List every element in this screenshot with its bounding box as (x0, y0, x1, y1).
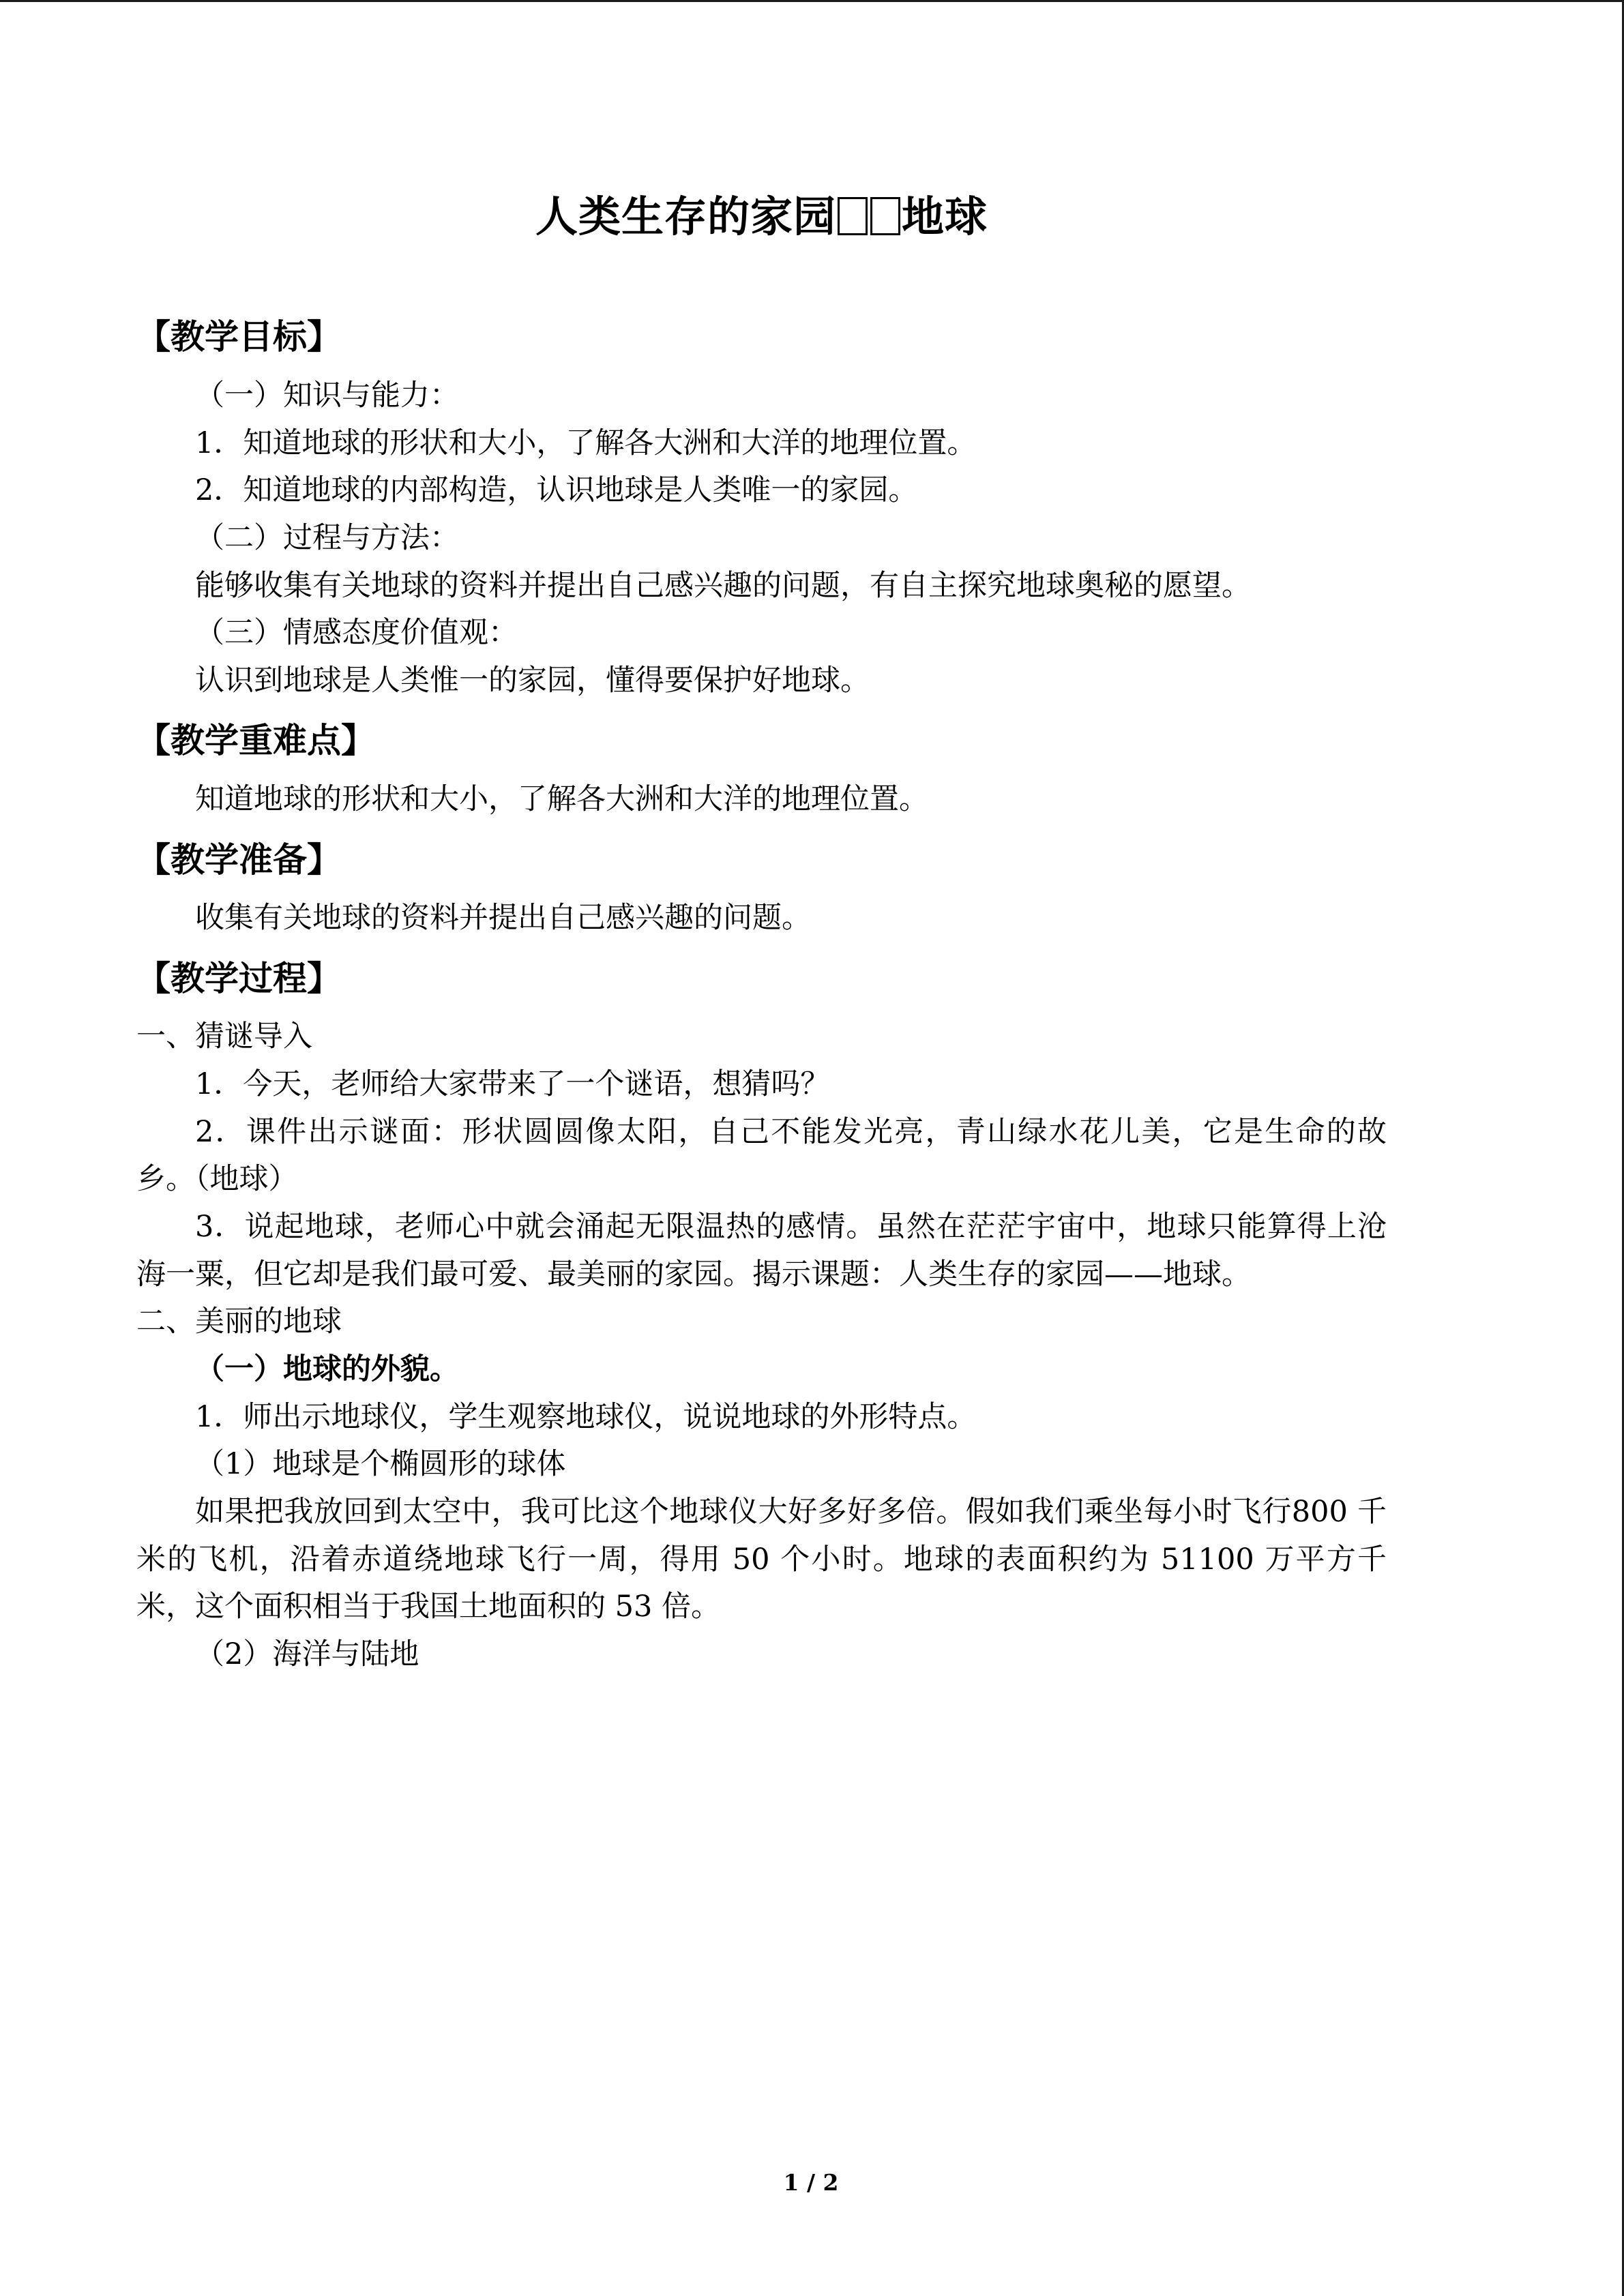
section-heading-preparation: 【教学准备】 (136, 839, 341, 880)
goal-values-text: 认识到地球是人类惟一的家园，懂得要保护好地球。 (195, 663, 870, 698)
process-part-one-title: 一、猜谜导入 (136, 1019, 312, 1054)
page-footer (0, 2169, 1622, 2196)
section-heading-key-difficulties: 【教学重难点】 (136, 721, 375, 761)
process-appearance-item-1: 1．师出示地球仪，学生观察地球仪，说说地球的外形特点。 (195, 1399, 977, 1434)
preparation-text: 收集有关地球的资料并提出自己感兴趣的问题。 (195, 901, 811, 936)
page-number: 1 / 2 (783, 2169, 839, 2196)
section-heading-teaching-goals: 【教学目标】 (136, 317, 341, 357)
process-item-3: 3．说起地球，老师心中就会涌起无限温热的感情。虽然在茫茫宇宙中，地球只能算得上沧海一粟，但它却是我们最可爱、最美丽的家园。揭示课题：人类生存的家园——地球。 (136, 1209, 1387, 1292)
missing-glyph-box-icon (870, 197, 900, 235)
process-appearance-detail: 如果把我放回到太空中，我可比这个地球仪大好多好多倍。假如我们乘坐每小时飞行800 千米的飞机，沿着赤道绕地球飞行一周，得用 50 个小时。地球的表面积约为 51100 万平方千米，这个面积相当于我国土地面积的 53 倍。 (136, 1494, 1387, 1624)
process-part-two-title: 二、美丽的地球 (136, 1304, 342, 1339)
process-appearance-point-1: （1）地球是个椭圆形的球体 (195, 1447, 566, 1482)
goal-item-1: 1．知道地球的形状和大小，了解各大洲和大洋的地理位置。 (195, 426, 977, 460)
goal-item-2: 2．知道地球的内部构造，认识地球是人类唯一的家园。 (195, 473, 918, 508)
missing-glyph-box-icon (838, 197, 868, 235)
goal-process-text: 能够收集有关地球的资料并提出自己感兴趣的问题，有自主探究地球奥秘的愿望。 (195, 568, 1251, 603)
document-content (0, 2, 1624, 1678)
section-heading-process: 【教学过程】 (136, 958, 341, 998)
title-suffix: 地球 (902, 192, 988, 241)
goal-subheading-values: （三）情感态度价值观： (195, 616, 518, 651)
process-appearance-point-2: （2）海洋与陆地 (195, 1637, 419, 1671)
key-difficulties-text: 知道地球的形状和大小，了解各大洲和大洋的地理位置。 (195, 781, 928, 816)
process-item-2: 2．课件出示谜面：形状圆圆像太阳，自己不能发光亮，青山绿水花儿美，它是生命的故乡。（地球） (136, 1114, 1387, 1197)
goal-subheading-knowledge: （一）知识与能力： (195, 378, 459, 413)
process-subsection-appearance: （一）地球的外貌。 (195, 1352, 459, 1386)
goal-subheading-process: （二）过程与方法： (195, 520, 459, 555)
title-prefix: 人类生存的家园 (535, 192, 836, 241)
process-item-1: 1．今天，老师给大家带来了一个谜语，想猜吗？ (195, 1067, 830, 1101)
page-title (136, 2, 1387, 242)
